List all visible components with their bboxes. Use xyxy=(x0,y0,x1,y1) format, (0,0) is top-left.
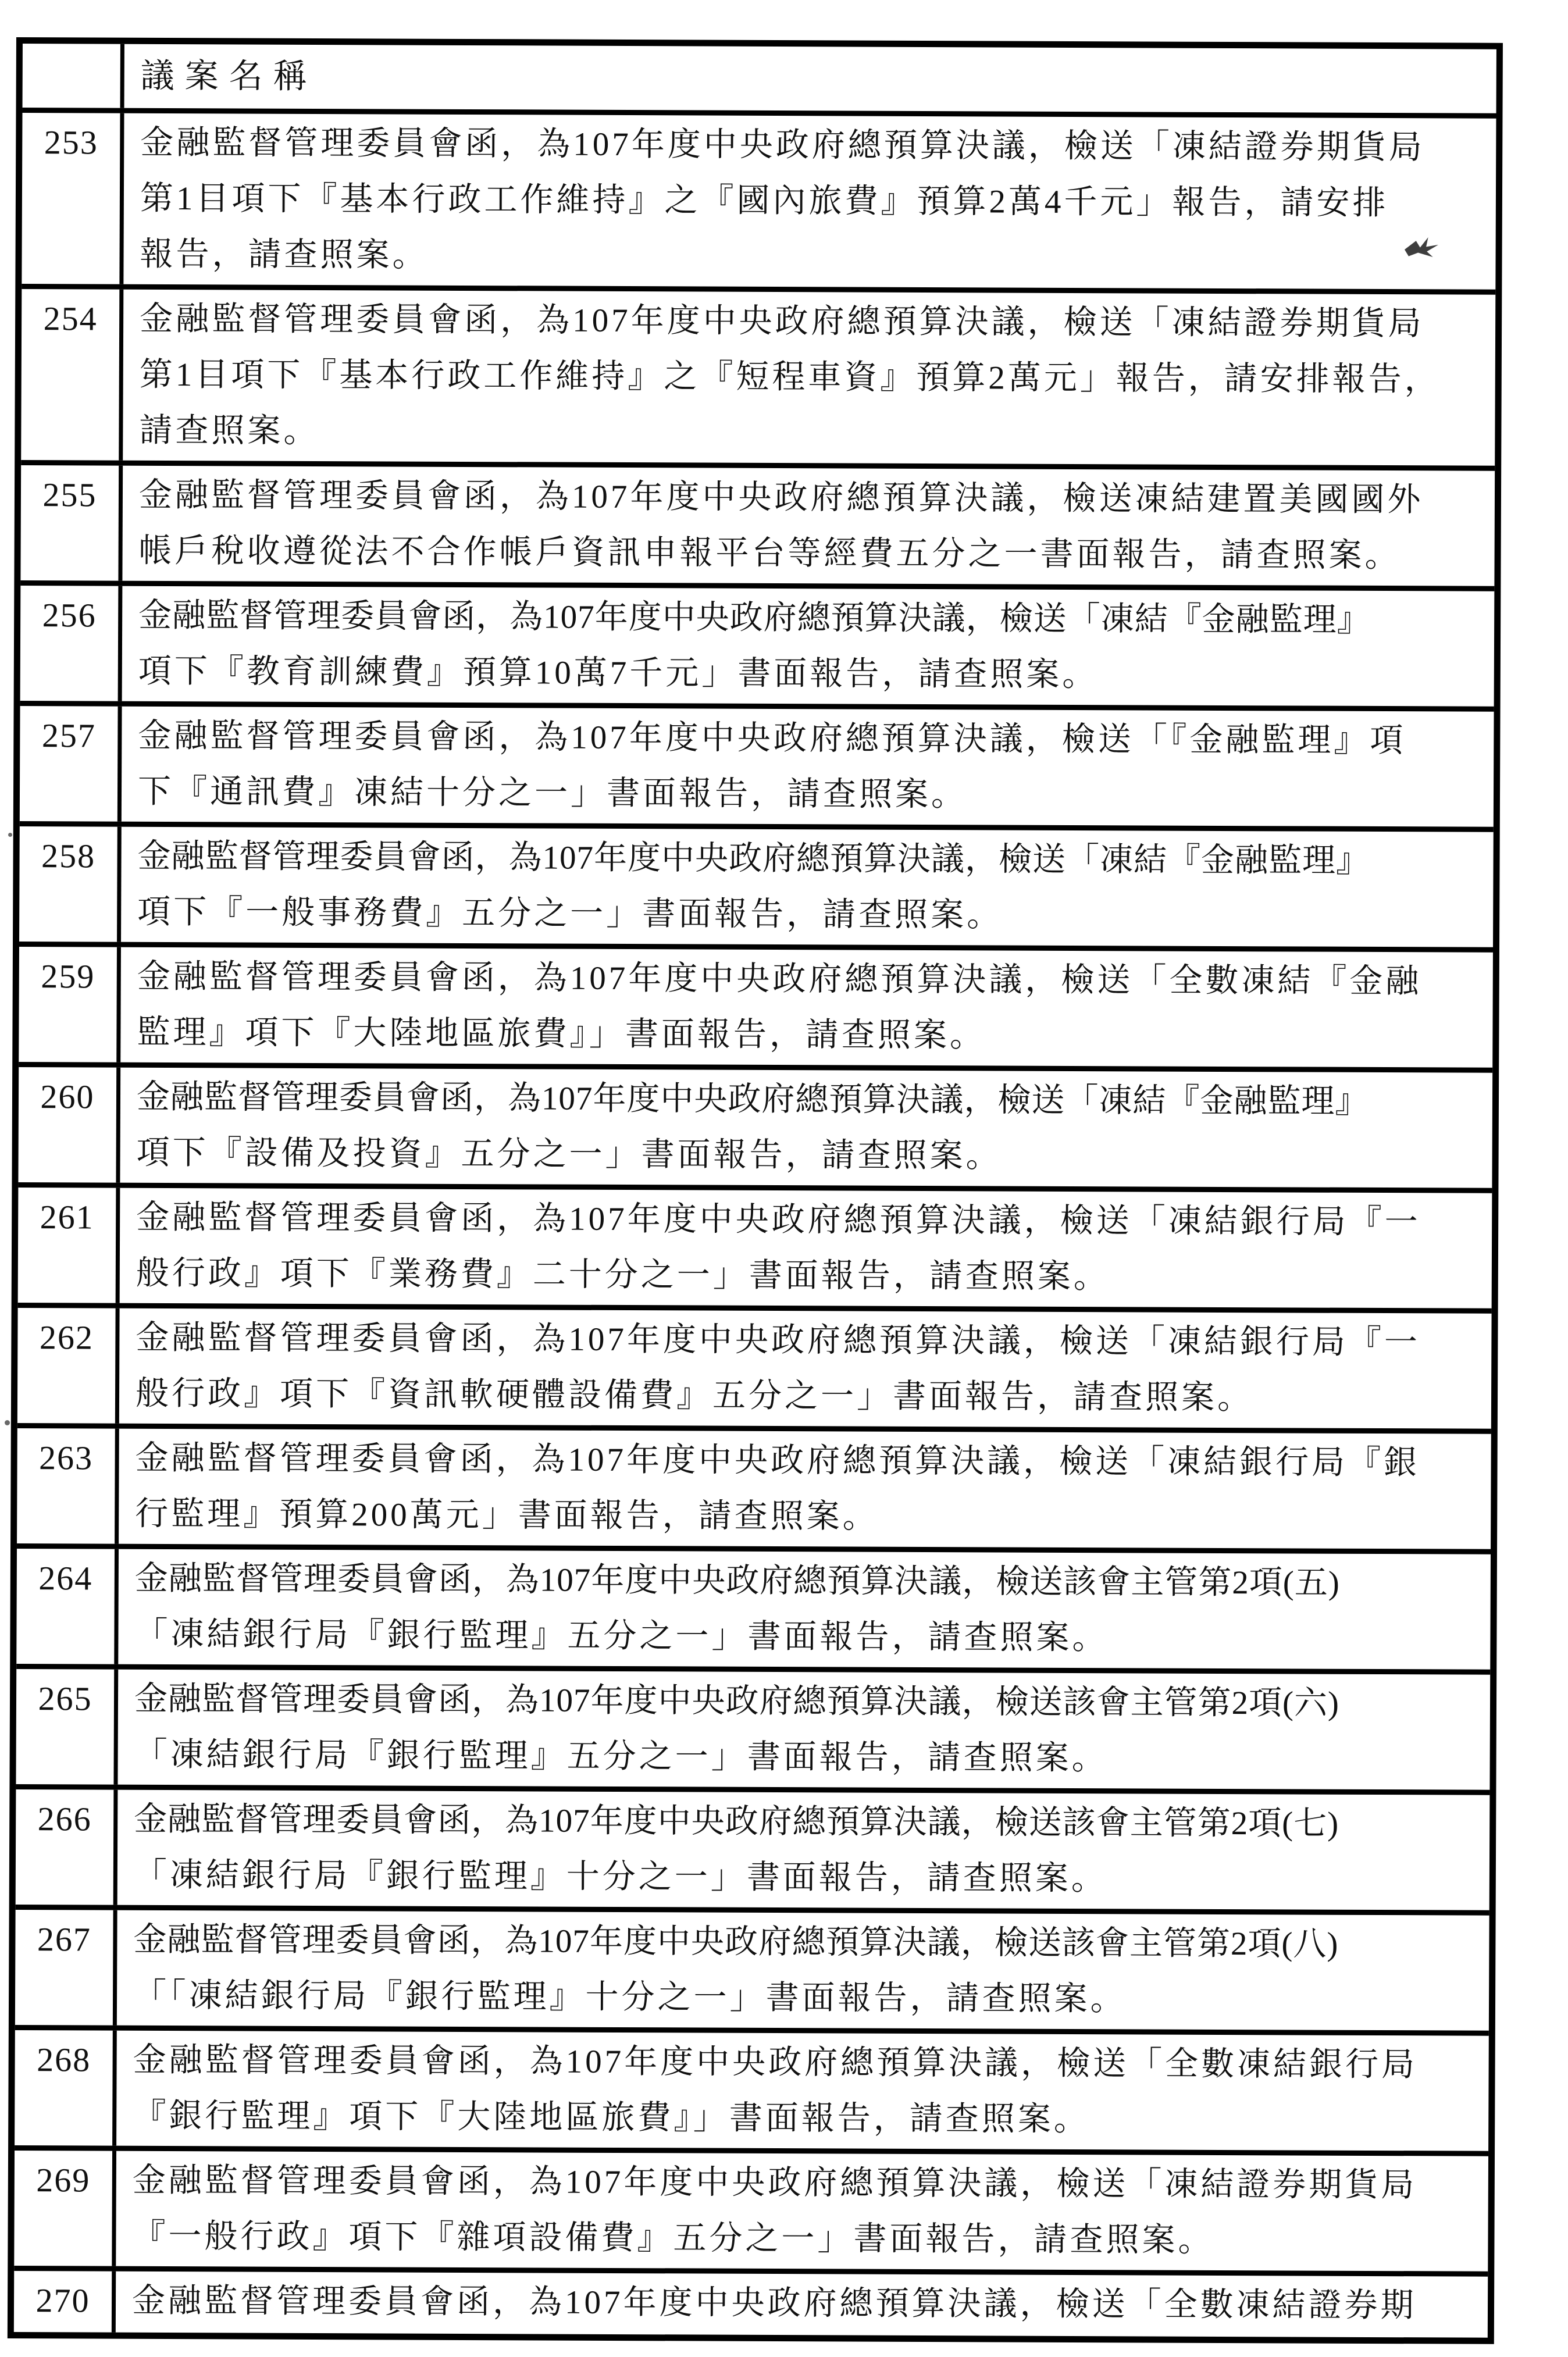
row-content xyxy=(117,1910,1489,2031)
row-text-line: 金融監督管理委員會函，為107年度中央政府總預算決議，檢送「凍結證券期貨局 xyxy=(140,124,1425,166)
row-content xyxy=(120,947,1493,1068)
row-text-line: 『一般行政』項下『雜項設備費』五分之一」書面報告，請查照案。 xyxy=(132,2217,1214,2259)
table-row xyxy=(17,1303,1492,1429)
header-cell-content xyxy=(124,44,1496,113)
row-text-line: 項下『教育訓練費』預算10萬7千元」書面報告，請查照案。 xyxy=(138,652,1099,694)
row-number: 256 xyxy=(20,586,123,701)
row-text-line: 金融監督管理委員會函，為107年度中央政府總預算決議，檢送「凍結『金融監理』 xyxy=(137,837,1370,879)
row-content xyxy=(119,1429,1491,1549)
scan-dot-artifact xyxy=(5,1420,10,1425)
row-text-line: 金融監督管理委員會函，為107年度中央政府總預算決議，檢送該會主管第2項(八) xyxy=(133,1921,1339,1963)
header-cell-title: 議案名稱 xyxy=(140,56,318,95)
row-text-line: 金融監督管理委員會函，為107年度中央政府總預算決議，檢送「『金融監理』項 xyxy=(138,717,1406,759)
row-text-line: 金融監督管理委員會函，為107年度中央政府總預算決議，檢送「凍結銀行局『銀 xyxy=(135,1439,1420,1482)
row-text-line: 項下『設備及投資』五分之一」書面報告，請查照案。 xyxy=(136,1134,1002,1175)
row-number: 261 xyxy=(18,1188,120,1303)
row-number: 266 xyxy=(16,1789,118,1905)
row-number: 262 xyxy=(17,1308,120,1424)
row-number: 265 xyxy=(16,1669,118,1785)
row-text-line: 「凍結銀行局『銀行監理』十分之一」書面報告，請查照案。 xyxy=(133,1856,1107,1898)
row-content xyxy=(122,466,1495,586)
row-text-line: 金融監督管理委員會函，為107年度中央政府總預算決議，檢送「凍結銀行局『一 xyxy=(136,1199,1421,1241)
row-content xyxy=(121,827,1494,947)
table-row xyxy=(16,1543,1491,1670)
row-text-line: 報告，請查照案。 xyxy=(140,236,429,274)
table-row xyxy=(19,942,1493,1068)
row-text-line: 下『通訊費』凍結十分之一」書面報告，請查照案。 xyxy=(137,773,968,814)
row-content xyxy=(120,1188,1492,1308)
row-text-line: 般行政』項下『資訊軟硬體設備費』五分之一」書面報告，請查照案。 xyxy=(135,1375,1254,1417)
table-row xyxy=(18,1182,1492,1308)
row-text-line: 金融監督管理委員會函，為107年度中央政府總預算決議，檢送「全數凍結『金融 xyxy=(137,958,1422,1000)
row-content xyxy=(118,1549,1491,1670)
table-row xyxy=(14,2266,1488,2338)
table-row xyxy=(17,1423,1491,1549)
row-text-line: 項下『一般事務費』五分之一」書面報告，請查照案。 xyxy=(137,893,1003,934)
row-number: 270 xyxy=(14,2271,116,2333)
row-content xyxy=(116,2151,1488,2272)
row-number: 253 xyxy=(22,113,124,284)
row-text-line: 監理』項下『大陸地區旅費』」書面報告，請查照案。 xyxy=(137,1014,986,1054)
scan-dot-artifact xyxy=(8,833,12,837)
row-text-line: 金融監督管理委員會函，為107年度中央政府總預算決議，檢送「全數凍結證券期 xyxy=(131,2282,1417,2324)
row-number: 255 xyxy=(20,465,123,581)
row-number: 260 xyxy=(18,1067,120,1183)
row-content xyxy=(120,1068,1492,1188)
header-cell-number xyxy=(23,44,124,108)
table-row xyxy=(15,2025,1489,2151)
row-text-line: 金融監督管理委員會函，為107年度中央政府總預算決議，檢送凍結建置美國國外 xyxy=(138,476,1424,519)
scanned-document-page xyxy=(8,37,1503,2344)
row-text-line: 金融監督管理委員會函，為107年度中央政府總預算決議，檢送「凍結銀行局『一 xyxy=(136,1319,1421,1361)
table-row xyxy=(22,108,1496,290)
table-row xyxy=(18,1062,1492,1188)
agenda-table xyxy=(8,37,1503,2344)
row-text-line: 金融監督管理委員會函，為107年度中央政府總預算決議，檢送「凍結『金融監理』 xyxy=(138,597,1371,639)
row-content xyxy=(117,1790,1490,1910)
row-content xyxy=(116,2272,1488,2338)
row-text-line: 金融監督管理委員會函，為107年度中央政府總預算決議，檢送「凍結『金融監理』 xyxy=(136,1078,1369,1120)
row-number: 268 xyxy=(15,2030,117,2146)
table-row xyxy=(16,1784,1490,1910)
table-row xyxy=(19,821,1494,947)
row-number: 267 xyxy=(15,1910,117,2026)
row-content xyxy=(117,1670,1490,1790)
row-content xyxy=(123,290,1495,466)
row-number: 257 xyxy=(20,706,122,822)
row-text-line: 『銀行監理』項下『大陸地區旅費』」書面報告，請查照案。 xyxy=(133,2097,1090,2138)
row-content xyxy=(122,586,1495,707)
table-row xyxy=(20,580,1495,707)
row-text-line: 金融監督管理委員會函，為107年度中央政府總預算決議，檢送該會主管第2項(五) xyxy=(134,1560,1340,1602)
row-content xyxy=(116,2031,1489,2151)
row-text-line: 請查照案。 xyxy=(139,412,320,450)
row-text-line: 第1目項下『基本行政工作維持』之『國內旅費』預算2萬4千元」報告，請安排 xyxy=(140,180,1389,222)
table-row xyxy=(21,284,1495,466)
row-text-line: 行監理』預算200萬元」書面報告，請查照案。 xyxy=(135,1495,879,1535)
table-row xyxy=(20,460,1495,586)
row-text-line: 金融監督管理委員會函，為107年度中央政府總預算決議，檢送「全數凍結銀行局 xyxy=(133,2041,1418,2084)
table-row xyxy=(16,1664,1490,1790)
table-header-row xyxy=(23,44,1496,113)
row-content xyxy=(123,113,1496,290)
row-text-line: 般行政』項下『業務費』二十分之一」書面報告，請查照案。 xyxy=(136,1254,1110,1296)
row-content xyxy=(122,707,1494,827)
row-text-line: 金融監督管理委員會函，為107年度中央政府總預算決議，檢送該會主管第2項(六) xyxy=(134,1680,1340,1722)
row-number: 264 xyxy=(16,1549,119,1664)
row-text-line: 金融監督管理委員會函，為107年度中央政府總預算決議，檢送「凍結證券期貨局 xyxy=(140,300,1424,343)
row-text-line: 金融監督管理委員會函，為107年度中央政府總預算決議，檢送該會主管第2項(七) xyxy=(134,1800,1339,1842)
row-number: 269 xyxy=(14,2151,116,2266)
table-row xyxy=(20,701,1494,827)
row-text-line: 帳戶稅收遵從法不合作帳戶資訊申報平台等經費五分之一書面報告，請查照案。 xyxy=(138,532,1401,575)
row-number: 259 xyxy=(19,947,121,1062)
row-text-line: 「「凍結銀行局『銀行監理』十分之一」書面報告，請查照案。 xyxy=(133,1977,1127,2018)
table-row xyxy=(14,2145,1488,2272)
row-number: 263 xyxy=(17,1428,119,1544)
table-row xyxy=(15,1905,1489,2031)
row-content xyxy=(119,1308,1492,1429)
row-text-line: 「凍結銀行局『銀行監理』五分之一」書面報告，請查照案。 xyxy=(134,1736,1108,1777)
row-text-line: 金融監督管理委員會函，為107年度中央政府總預算決議，檢送「凍結證券期貨局 xyxy=(132,2162,1417,2204)
row-number: 254 xyxy=(21,289,123,461)
row-text-line: 第1目項下『基本行政工作維持』之『短程車資』預算2萬元」報告，請安排報告， xyxy=(139,356,1441,398)
row-number: 258 xyxy=(19,826,122,942)
row-text-line: 「凍結銀行局『銀行監理』五分之一」書面報告，請查照案。 xyxy=(134,1616,1109,1657)
